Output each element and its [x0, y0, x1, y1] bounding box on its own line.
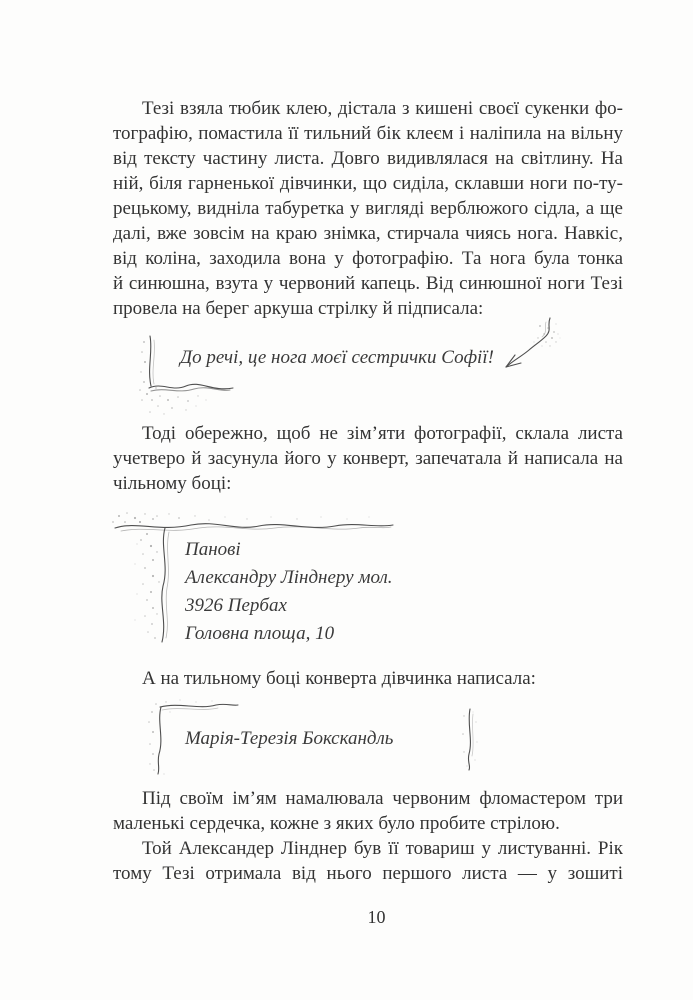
text-line: від коліна, заходила вона у фотографію. Та нога була тонка — [113, 248, 623, 269]
paragraph-3 — [113, 666, 623, 691]
text-line: ній, біля гарненької дівчинки, що сиділа, склавши ноги по-ту- — [113, 173, 623, 194]
text-line: чільному боці: — [113, 473, 232, 494]
text-line: тографію, помастила її тильний бік клеєм і наліпила на вільну — [113, 123, 623, 144]
page-number: 10 — [367, 907, 386, 927]
photo-annotation-text: До речі, це нога моєї сестрички Софії! — [180, 347, 494, 368]
text-line: Під своїм ім’ям намалювала червоним фломастером три — [142, 788, 623, 809]
text-line: учетверо й засунула його у конверт, запечатала й написала на — [113, 448, 623, 469]
envelope-back-right-mark-icon — [458, 704, 482, 774]
text-line: А на тильному боці конверта дівчинка написала: — [142, 668, 536, 689]
text-line: Той Александер Лінднер був її товариш у листуванні. Рік — [142, 838, 623, 859]
text-line: від тексту частину листа. Довго видивлялася на світлину. На — [113, 148, 623, 169]
paragraph-4 — [113, 786, 623, 836]
text-line: далі, вже зовсім на краю знімка, стирчала чиясь нога. Навкіс, — [113, 223, 623, 244]
text-line: й синюшна, взута у червоний капець. Від синюшної ноги Тезі — [113, 273, 623, 294]
envelope-back-sender-name: Марія-Терезія Бокскандль — [185, 728, 394, 749]
text-line: Александру Лінднеру мол. — [185, 567, 393, 588]
hand-drawn-corner-icon — [138, 330, 250, 422]
text-line: тому Тезі отримала від нього першого листа — у зошиті — [113, 863, 623, 884]
envelope-front-address — [185, 536, 393, 648]
paragraph-1 — [113, 96, 623, 321]
text-line: провела на берег аркуша стрілку й підписала: — [113, 298, 484, 319]
paragraph-5 — [113, 836, 623, 886]
text-line: 3926 Пербах — [185, 595, 287, 616]
text-line: маленькі сердечка, кожне з яких було пробите стрілою. — [113, 813, 560, 834]
text-line: Тезі взяла тюбик клею, дістала з кишені своєї сукенки фо- — [142, 98, 623, 119]
text-line: рецькому, видніла табуретка у вигляді верблюжого сідла, а ще — [113, 198, 623, 219]
paragraph-2 — [113, 421, 623, 496]
text-line: Головна площа, 10 — [185, 623, 335, 644]
hand-drawn-arrow-icon — [496, 312, 562, 380]
text-line: Тоді обережно, щоб не зім’яти фотографії, склала листа — [142, 423, 623, 444]
text-line: Панові — [185, 539, 241, 560]
